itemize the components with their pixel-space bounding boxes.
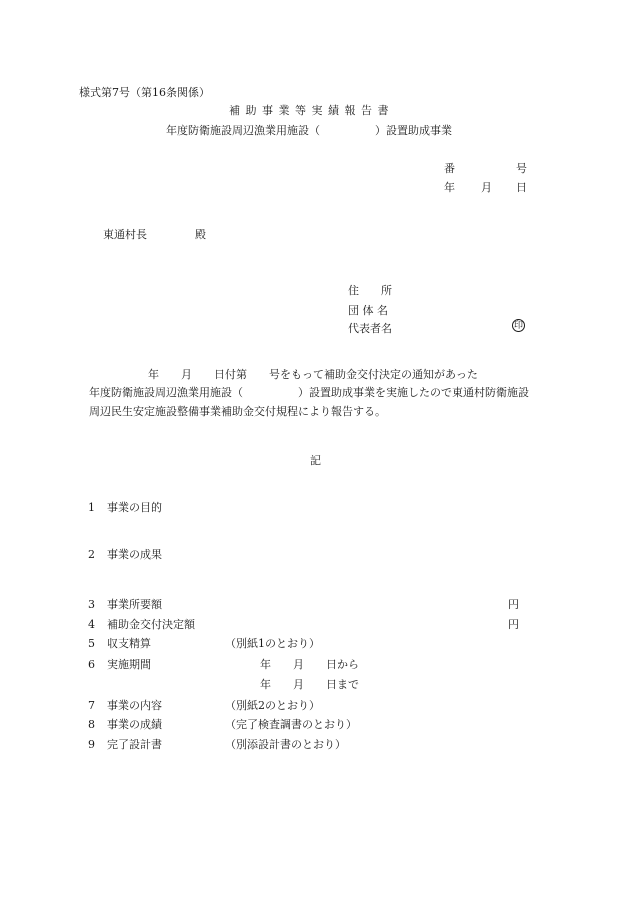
item-number: 5 — [88, 637, 95, 650]
document-subtitle: 年度防衛施設周辺漁業用施設（ ）設置助成事業 — [166, 124, 452, 137]
item-number: 7 — [88, 699, 95, 712]
item-unit: 円 — [508, 618, 519, 631]
address-label: 住 所 — [348, 284, 392, 297]
item-note: （別添設計書のとおり） — [225, 738, 346, 751]
addressee-name: 東通村長 — [103, 228, 147, 241]
seal-mark: 印 — [513, 321, 523, 331]
item-unit: 円 — [508, 598, 519, 611]
item-number: 8 — [88, 718, 95, 731]
period-start: 年 月 日から — [260, 658, 359, 671]
item-label: 事業の成果 — [107, 548, 162, 561]
body-line-3: 周辺民生安定施設整備事業補助金交付規程により報告する。 — [89, 405, 386, 418]
item-number: 3 — [88, 598, 95, 611]
body-line-2: 年度防衛施設周辺漁業用施設（ ）設置助成事業を実施したので東通村防衛施設 — [89, 386, 529, 399]
number-label-left: 番 — [444, 162, 455, 175]
item-number: 9 — [88, 738, 95, 751]
representative-label: 代表者名 — [348, 322, 392, 335]
item-label: 事業所要額 — [107, 598, 162, 611]
item-note: （完了検査調書のとおり） — [225, 718, 357, 731]
body-line-1: 年 月 日付第 号をもって補助金交付決定の通知があった — [148, 368, 478, 381]
organization-label: 団 体 名 — [348, 304, 388, 317]
document-title: 補 助 事 業 等 実 績 報 告 書 — [229, 104, 390, 117]
item-number: 4 — [88, 618, 95, 631]
item-label: 事業の内容 — [107, 699, 162, 712]
form-number: 様式第7号（第16条関係） — [79, 86, 210, 99]
item-number: 1 — [88, 501, 95, 514]
item-number: 2 — [88, 548, 95, 561]
item-label: 補助金交付決定額 — [107, 618, 195, 631]
item-number: 6 — [88, 658, 95, 671]
item-label: 実施期間 — [107, 658, 151, 671]
item-note: （別紙2のとおり） — [225, 699, 320, 712]
date-month-label: 月 — [481, 181, 492, 194]
addressee-honorific: 殿 — [195, 228, 206, 241]
number-label-right: 号 — [516, 162, 527, 175]
item-label: 事業の成績 — [107, 718, 162, 731]
item-label: 完了設計書 — [107, 738, 162, 751]
date-day-label: 日 — [516, 181, 527, 194]
ki-heading: 記 — [310, 454, 321, 467]
date-year-label: 年 — [444, 181, 455, 194]
item-label: 収支精算 — [107, 637, 151, 650]
item-label: 事業の目的 — [107, 501, 162, 514]
period-end: 年 月 日まで — [260, 678, 359, 691]
item-note: （別紙1のとおり） — [225, 637, 320, 650]
